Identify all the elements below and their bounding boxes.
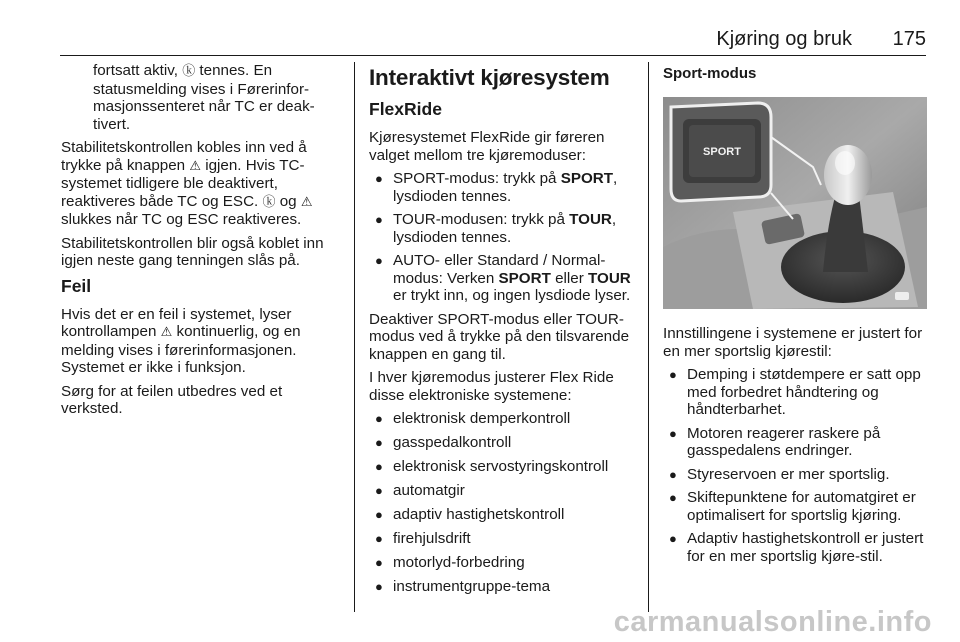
tc-off-icon: ⓚ: [262, 194, 276, 210]
list-item: ● motorlyd-forbedring: [369, 554, 637, 572]
column-2: [369, 62, 637, 602]
page-number: 175: [892, 28, 926, 50]
list-item: ● Adaptiv hastighetskontroll er justert for en mer sportslig kjøre-stil.: [663, 530, 927, 565]
sport-button-label: SPORT: [703, 146, 741, 158]
tc-off-icon: ⓚ: [182, 64, 196, 79]
column-divider-2: [648, 62, 649, 612]
flexride-intro: Kjøresystemet FlexRide gir føreren valget mellom tre kjøremoduser:: [369, 129, 605, 164]
list-item: ● elektronisk servostyringskontroll: [369, 458, 637, 476]
list-item: ● instrumentgruppe-tema: [369, 578, 637, 596]
fault-paragraph: Hvis det er en feil i systemet, lyser kontrollampen ⚠ kontinuerlig, og en melding vises i førerinformasjonen. Systemet er ikke i funksjon.: [61, 305, 301, 376]
list-item: ● gasspedalkontroll: [369, 434, 637, 452]
watermark: carmanualsonline.info: [613, 606, 932, 638]
column-divider-1: [354, 62, 355, 612]
list-item: ● Skiftepunktene for automatgiret er optimalisert for sportslig kjøring.: [663, 489, 927, 524]
list-item: ● adaptiv hastighetskontroll: [369, 506, 637, 524]
sport-button-illustration: [663, 97, 927, 309]
list-item: ● Styreservoen er mer sportslig.: [663, 466, 927, 484]
sport-settings-list: [663, 366, 927, 565]
list-item: ● SPORT-modus: trykk på SPORT, lysdioden tennes.: [369, 170, 637, 205]
continued-paragraph: fortsatt aktiv, ⓚ tennes. En statusmelding vises i Førerinformasjonssenteret når TC er deaktivert.: [93, 62, 315, 133]
ignition-paragraph: Stabilitetskontrollen blir også koblet inn igjen neste gang tenningen slås på.: [61, 234, 324, 269]
list-item: ● TOUR-modusen: trykk på TOUR, lysdioden tennes.: [369, 211, 637, 246]
esc-reactivate-paragraph: Stabilitetskontrollen kobles inn ved å trykke på knappen ⚠ igjen. Hvis TC-systemet tidligere ble deaktivert, reaktiveres både TC og ESC. ⓚ og ⚠ slukkes når TC og ESC reaktiveres.: [61, 139, 313, 228]
mode-list: [369, 170, 637, 305]
heading-feil: Feil: [61, 275, 92, 296]
console-photo: [663, 97, 927, 309]
heading-interactive-system: Interaktivt kjøresystem: [369, 65, 610, 90]
deactivate-paragraph: Deaktiver SPORT-modus eller TOUR-modus ved å trykke på den tilsvarende knappen en gang til.: [369, 310, 630, 363]
column-1: [61, 62, 343, 424]
esc-warning-icon: ⚠: [189, 158, 201, 174]
list-item: ● AUTO- eller Standard / Normal-modus: Verken SPORT eller TOUR er trykt inn, og ingen lysdiode lyser.: [369, 252, 637, 305]
esc-warning-icon: ⚠: [300, 194, 313, 210]
header-rule: [60, 55, 926, 56]
list-item: ● elektronisk demperkontroll: [369, 410, 637, 428]
workshop-paragraph: Sørg for at feilen utbedres ved et verksted.: [61, 382, 283, 417]
list-item: ● Motoren reagerer raskere på gasspedalens endringer.: [663, 425, 927, 460]
chapter-title: Kjøring og bruk: [716, 28, 852, 50]
heading-flexride: FlexRide: [369, 99, 442, 119]
list-item: ● firehjulsdrift: [369, 530, 637, 548]
heading-sport-mode: Sport-modus: [663, 65, 757, 82]
list-item: ● automatgir: [369, 482, 637, 500]
sport-intro: Innstillingene i systemene er justert for en mer sportslig kjørestil:: [663, 325, 923, 360]
column-3: [663, 62, 927, 571]
list-item: ● Demping i støtdempere er satt opp med forbedret håndtering og håndterbarhet.: [663, 366, 927, 419]
systems-list: [369, 410, 637, 596]
page-header: [60, 28, 926, 56]
esc-warning-icon: ⚠: [160, 325, 173, 340]
systems-intro: I hver kjøremodus justerer Flex Ride disse elektroniske systemene:: [369, 369, 614, 404]
